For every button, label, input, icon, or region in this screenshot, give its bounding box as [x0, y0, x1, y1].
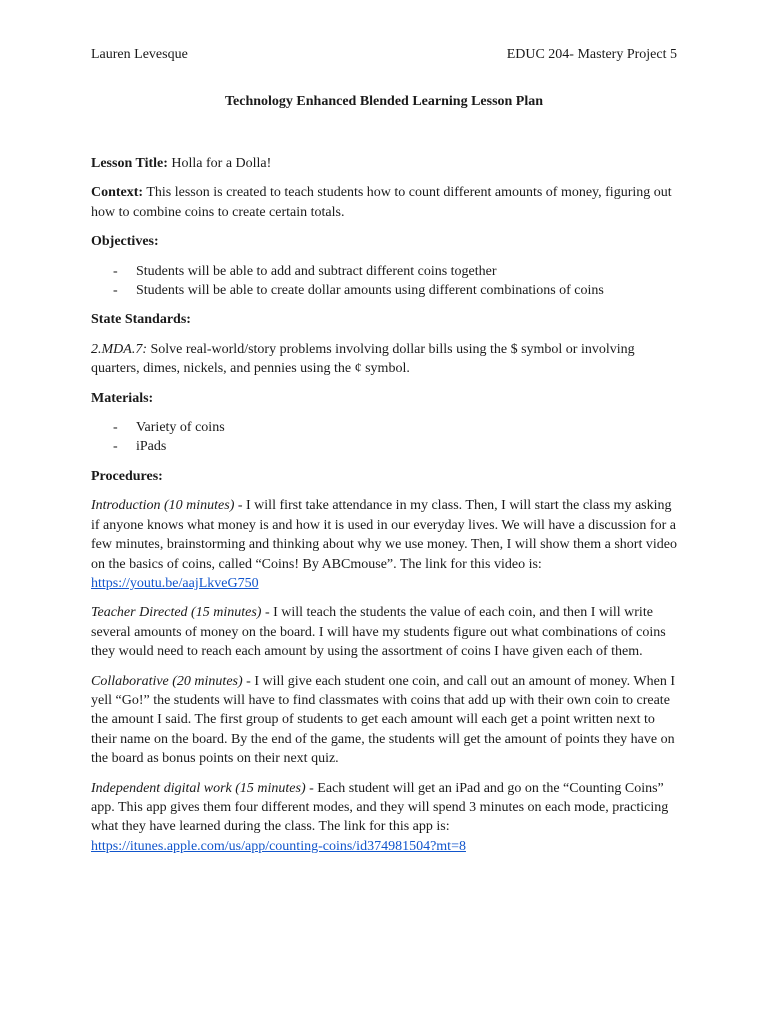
list-item	[91, 437, 683, 456]
list-item	[91, 418, 683, 437]
standard-text: Solve real-world/story problems involving dollar bills using the $ symbol or involving quarters, dimes, nickels, and pennies using the ¢ symbol.	[91, 341, 635, 377]
objective-text: Students will be able to add and subtract different coins together	[136, 263, 497, 279]
page-header	[91, 47, 677, 67]
state-standards-heading: State Standards:	[91, 312, 191, 328]
dash-bullet: -	[113, 420, 118, 436]
context-label: Context:	[91, 185, 144, 201]
lesson-title-label: Lesson Title:	[91, 156, 168, 171]
material-text: iPads	[136, 439, 167, 455]
state-standards-section	[91, 340, 683, 379]
document-title: Technology Enhanced Blended Learning Lesson Plan	[224, 94, 544, 109]
procedure-independent	[91, 779, 683, 857]
objectives-heading: Objectives:	[91, 234, 159, 250]
objective-text: Students will be able to create dollar amounts using different combinations of coins	[136, 283, 604, 299]
list-item	[91, 281, 683, 300]
teacher-directed-text: - I will teach the students the value of each coin, and then I will write several amounts of money on the board. I will have my students figure out what combinations of coins they would need to reach each amount by using the assortment of coins I have given each of them.	[91, 605, 666, 660]
introduction-text: - I will first take attendance in my class. Then, I will start the class my asking if anyone knows what money is and how it is used in our everyday lives. We will have a discussion for a few minutes, brainstorming and thinking about why we use money. Then, I will show them a short video on the basics of coins, called “Coins! By ABCmouse”. The link for this video is:	[91, 498, 677, 572]
procedure-collaborative	[91, 672, 683, 769]
app-link[interactable]: https://itunes.apple.com/us/app/counting-coins/id374981504?mt=8	[91, 838, 466, 854]
standard-code: 2.MDA.7:	[91, 341, 147, 357]
lesson-title-section	[91, 154, 683, 173]
materials-heading: Materials:	[91, 390, 154, 406]
author-name: Lauren Levesque	[91, 47, 188, 62]
list-item	[91, 262, 683, 281]
materials-list	[91, 418, 683, 457]
independent-text: - Each student will get an iPad and go on the “Counting Coins” app. This app gives them four different modes, and they will spend 3 minutes on each mode, practicing what they have learned during the class. The link for this app is:	[91, 780, 669, 835]
course-title: EDUC 204- Mastery Project 5	[506, 47, 677, 62]
independent-label: Independent digital work (15 minutes)	[91, 780, 306, 796]
procedure-introduction	[91, 496, 683, 593]
context-section	[91, 183, 683, 222]
teacher-directed-label: Teacher Directed (15 minutes)	[91, 605, 262, 621]
collaborative-label: Collaborative (20 minutes)	[91, 673, 243, 689]
material-text: Variety of coins	[136, 420, 225, 436]
video-link[interactable]: https://youtu.be/aajLkveG750	[91, 575, 259, 591]
procedure-teacher-directed	[91, 603, 683, 661]
objectives-list	[91, 262, 683, 301]
context-text: This lesson is created to teach students how to count different amounts of money, figuring out how to combine coins to create certain totals.	[91, 185, 672, 220]
collaborative-text: - I will give each student one coin, and call out an amount of money. When I yell “Go!” the students will have to find classmates with coins that add up with their own coin to create the amount I said. The first group of students to get each amount will each get a point written next to their name on the board. By the end of the game, the students will get the amount of points they have on the board as bonus points on their next quiz.	[91, 673, 675, 767]
procedures-heading: Procedures:	[91, 468, 163, 484]
dash-bullet: -	[113, 283, 118, 299]
document-body	[91, 154, 683, 866]
lesson-title-value: Holla for a Dolla!	[171, 156, 272, 171]
introduction-label: Introduction (10 minutes)	[91, 498, 235, 514]
dash-bullet: -	[113, 263, 118, 279]
dash-bullet: -	[113, 439, 118, 455]
